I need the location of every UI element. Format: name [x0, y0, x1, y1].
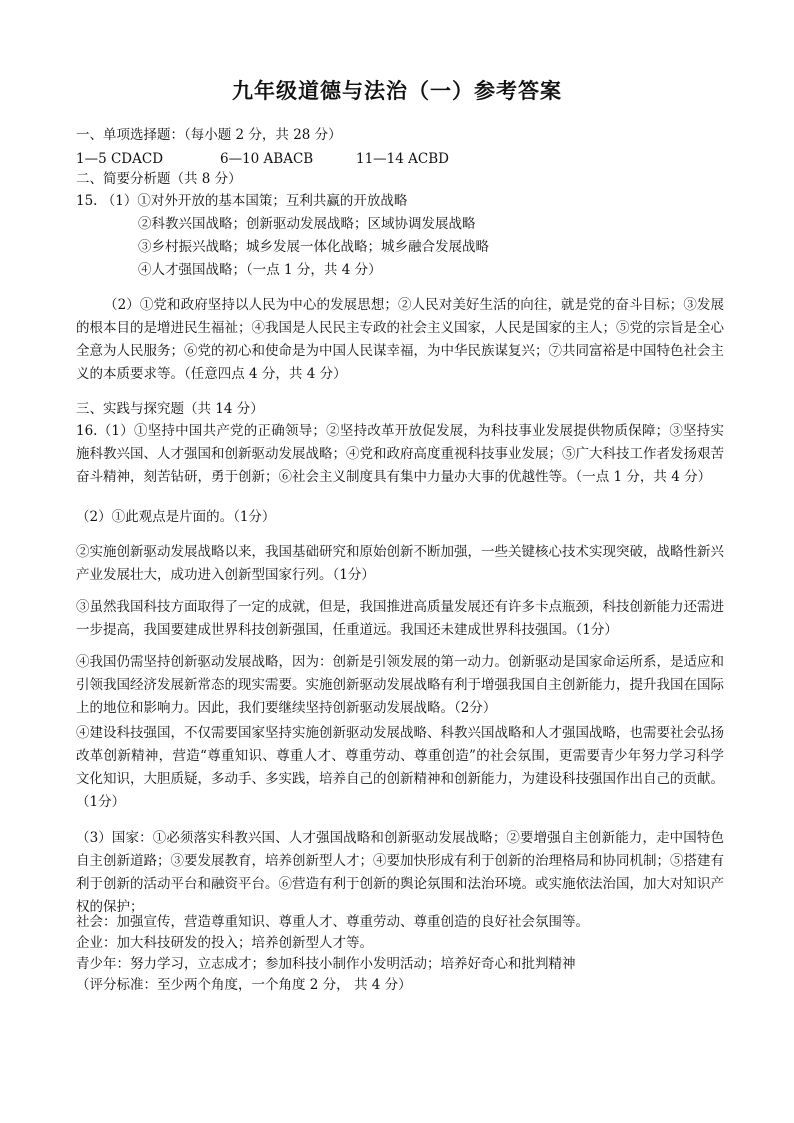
- q16-3-society: 社会：加强宣传，营造尊重知识、尊重人才、尊重劳动、尊重创造的良好社会氛围等。: [76, 914, 589, 930]
- q16-2-point-5: ④建设科技强国，不仅需要国家坚持实施创新驱动发展战略、科教兴国战略和人才强国战略，也需要社会弘扬改革创新精神，营造“尊重知识、尊重人才、尊重劳动、尊重创造”的社会氛围，更需要青少年努力学习科学文化知识，大胆质疑，多动手、多实践，培养自己的创新精神和创新能力，为建设科技强国作出自己的贡献。（1分）: [76, 725, 724, 810]
- q16-3-youth: 青少年：努力学习，立志成才；参加科技小制作小发明活动；培养好奇心和批判精神: [76, 956, 576, 972]
- q16-3-country: （3）国家：①必须落实科教兴国、人才强国战略和创新驱动发展战略；②要增强自主创新能力，走中国特色自主创新道路；③要发展教育，培养创新型人才；④要加快形成有利于创新的治理格局和协同机制；⑤搭建有利于创新的活动平台和融资平台。⑥营造有利于创新的舆论氛围和法治环境。或实施依法治国，加大对知识产权的保护；: [76, 830, 724, 915]
- q16-2-point-2: ②实施创新驱动发展战略以来，我国基础研究和原始创新不断加强，一些关键核心技术实现突破，战略性新兴产业发展壮大，成功进入创新型国家行列。（1分）: [76, 544, 724, 583]
- q16-1-answer: 16.（1）①坚持中国共产党的正确领导；②坚持改革开放促发展，为科技事业发展提供物质保障；③坚持实施科教兴国、人才强国和创新驱动发展战略；④党和政府高度重视科技事业发展；⑤广大科技工作者发扬艰苦奋斗精神，刻苦钻研，勇于创新；⑥社会主义制度具有集中力量办大事的优越性等。（一点 1 分，共 4 分）: [76, 423, 724, 485]
- q15-1-point-3: ③乡村振兴战略；城乡发展一体化战略；城乡融合发展战略: [138, 239, 489, 255]
- q15-1-point-2: ②科教兴国战略；创新驱动发展战略；区域协调发展战略: [138, 216, 476, 232]
- q16-2-point-4: ④我国仍需坚持创新驱动发展战略，因为：创新是引领发展的第一动力。创新驱动是国家命运所系，是适应和引领我国经济发展新常态的现实需要。实施创新驱动发展战略有利于增强我国自主创新能力，提升我国在国际上的地位和影响力。因此，我们要继续坚持创新驱动发展战略。（2分）: [76, 654, 724, 716]
- q15-1-point-4: ④人才强国战略；（一点 1 分，共 4 分）: [138, 262, 382, 278]
- q16-3-enterprise: 企业：加大科技研发的投入；培养创新型人才等。: [76, 935, 373, 951]
- q16-2-point-1: （2）①此观点是片面的。（1分）: [76, 509, 276, 525]
- q16-2-point-3: ③虽然我国科技方面取得了一定的成就，但是，我国推进高质量发展还有许多卡点瓶颈，科技创新能力还需进一步提高，我国要建成世界科技创新强国，任重道远。我国还未建成世界科技强国。（1分）: [76, 599, 724, 638]
- q15-2-answer: （2）①党和政府坚持以人民为中心的发展思想；②人民对美好生活的向往，就是党的奋斗目标；③发展的根本目的是增进民生福祉；④我国是人民民主专政的社会主义国家，人民是国家的主人；⑤党的宗旨是全心全意为人民服务；⑥党的初心和使命是为中国人民谋幸福，为中华民族谋复兴；⑦共同富裕是中国特色社会主义的本质要求等。（任意四点 4 分，共 4 分）: [76, 297, 724, 382]
- section-2-heading: 二、简要分析题（共 8 分）: [76, 171, 242, 187]
- q15-1-point-1: 15. （1）①对外开放的基本国策；互利共赢的开放战略: [76, 193, 408, 209]
- page-title: 九年级道德与法治（一）参考答案: [232, 79, 562, 103]
- q16-3-scoring-note: （评分标准：至少两个角度，一个角度 2 分， 共 4 分）: [76, 977, 412, 993]
- section-3-heading: 三、实践与探究题（共 14 分）: [76, 401, 264, 417]
- choice-answers-11-14: 11—14 ACBD: [356, 151, 449, 167]
- section-1-heading: 一、单项选择题：（每小题 2 分，共 28 分）: [76, 127, 342, 143]
- choice-answers-6-10: 6—10 ABACB: [220, 151, 314, 167]
- choice-answers-1-5: 1—5 CDACD: [76, 151, 164, 167]
